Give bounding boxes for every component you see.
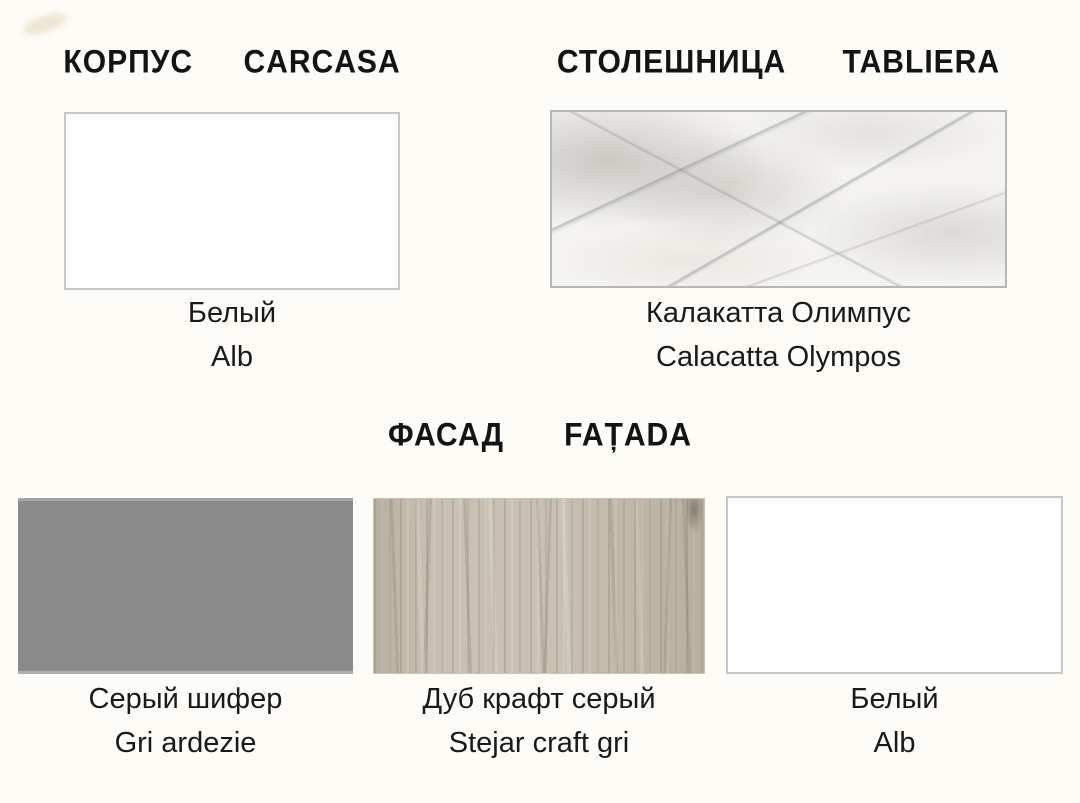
swatch-label-facade-gray-ru: Серый шифер [88, 683, 283, 715]
swatch-label-countertop [550, 291, 1007, 379]
swatch-label-facade-white-ro: Alb [873, 727, 916, 759]
section-title-carcass-ru: КОРПУС [63, 42, 194, 81]
corner-smudge-artifact [21, 9, 70, 38]
swatch-facade-slate-gray [18, 498, 353, 674]
swatch-label-carcass-ru: Белый [187, 297, 277, 329]
swatch-countertop-calacatta-marble [550, 110, 1007, 288]
section-title-countertop-ro: TABLIERA [842, 42, 1001, 81]
swatch-label-facade-gray [18, 677, 353, 765]
swatch-facade-white [726, 496, 1063, 674]
swatch-label-facade-oak-ro: Stejar craft gri [448, 727, 630, 759]
section-title-facade-ro: FAȚADA [564, 415, 692, 454]
section-title-facade-ru: ФАСАД [388, 415, 505, 454]
swatch-facade-craft-oak [373, 498, 705, 674]
swatch-label-facade-white [726, 677, 1063, 765]
swatch-label-facade-oak [373, 677, 705, 765]
section-title-carcass [63, 42, 401, 81]
section-title-facade [16, 416, 1064, 454]
section-title-carcass-ro: CARCASA [243, 42, 401, 81]
swatch-carcass-white [64, 112, 400, 290]
swatch-label-carcass [64, 291, 400, 379]
section-title-countertop [557, 43, 1000, 81]
swatch-label-carcass-ro: Alb [211, 341, 253, 373]
section-title-countertop-ru: СТОЛЕШНИЦА [556, 42, 787, 81]
swatch-label-facade-gray-ro: Gri ardezie [114, 727, 257, 759]
swatch-label-facade-white-ru: Белый [850, 683, 939, 715]
swatch-label-countertop-ro: Calacatta Olympos [656, 341, 901, 373]
swatch-label-facade-oak-ru: Дуб крафт серый [422, 683, 656, 715]
swatch-label-countertop-ru: Калакатта Олимпус [646, 297, 911, 329]
